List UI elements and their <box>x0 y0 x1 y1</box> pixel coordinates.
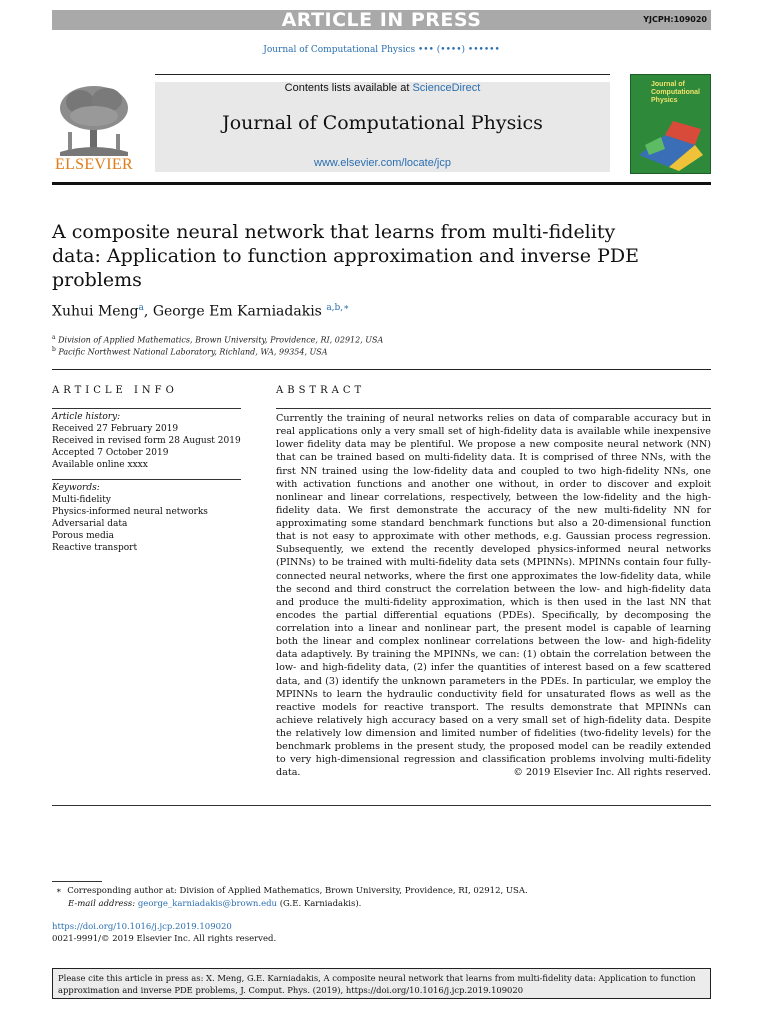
corresponding-author-note <box>56 886 528 896</box>
keyword-item: Reactive transport <box>52 543 138 553</box>
keyword-item: Multi-fidelity <box>52 495 111 505</box>
keyword-item: Adversarial data <box>52 519 128 529</box>
keyword-item: Porous media <box>52 531 114 541</box>
contents-prefix: Contents lists available at <box>284 82 413 94</box>
abstract-copyright: © 2019 Elsevier Inc. All rights reserved. <box>513 767 711 778</box>
article-info-rule <box>52 479 241 480</box>
affiliation-mark[interactable]: a <box>138 303 144 313</box>
cover-title-line: Physics <box>651 97 678 104</box>
issn-copyright: 0021-9991/© 2019 Elsevier Inc. All rights reserved. <box>52 934 277 944</box>
paper-title-line: data: Application to function approximation and inverse PDE <box>52 245 639 267</box>
history-item: Available online xxxx <box>52 460 148 470</box>
keywords-label: Keywords: <box>52 483 100 493</box>
affiliation-text: Division of Applied Mathematics, Brown University, Providence, RI, 02912, USA <box>58 335 384 345</box>
elsevier-tree-logo-icon <box>52 82 136 158</box>
cover-title <box>651 81 709 105</box>
sciencedirect-link[interactable]: ScienceDirect <box>412 82 481 94</box>
elsevier-logo-text: ELSEVIER <box>55 156 133 173</box>
history-label: Article history: <box>52 412 121 422</box>
history-item: Received 27 February 2019 <box>52 424 179 434</box>
article-info-heading: ARTICLE INFO <box>52 385 178 396</box>
email-label: E-mail address: <box>68 899 136 909</box>
journal-url-link[interactable]: www.elsevier.com/locate/jcp <box>314 157 451 169</box>
section-rule <box>52 369 711 370</box>
cover-artwork-icon <box>635 115 707 171</box>
abstract-text: Currently the training of neural networks relies on data of comparable accuracy but in real applications only a very small set of high-fidelity data is available while inexpensive lower fidelity data may be plentiful. We propose a new composite neural network (NN) that can be trained based on multi-fidelity data. It is comprised of three NNs, with the first NN trained using the low-fidelity data and coupled to two high-fidelity NNs, one with activation functions and another one without, in order to discover and exploit nonlinear and linear correlations, respectively, between the low-fidelity and the high-fidelity data. We first demonstrate the accuracy of the new multi-fidelity NN for approximating some standard benchmark functions but also a 20-dimensional function that is not easy to approximate with other methods, e.g. Gaussian process regression. Subsequently, we extend the recently developed physics-informed neural networks (PINNs) to be trained with multi-fidelity data sets (MPINNs). MPINNs contain four fully-connected neural networks, where the first one approximates the low-fidelity data, while the second and third construct the correlation between the low- and high-fidelity data and produce the multi-fidelity approximation, which is then used in the last NN that encodes the partial differential equations (PDEs). Specifically, by decomposing the correlation into a linear and nonlinear part, the present model is capable of learning both the linear and complex nonlinear correlations between the low- and high-fidelity data adaptively. By training the MPINNs, we can: (1) obtain the correlation between the low- and high-fidelity data, (2) infer the quantities of interest based on a few scattered data, and (3) identify the unknown parameters in the PDEs. In particular, we employ the MPINNs to learn the hydraulic conductivity field for unsaturated flows as well as the reactive models for reactive transport. The results demonstrate that MPINNs can achieve relatively high accuracy based on a very small set of high-fidelity data. Despite the relatively low dimension and limited number of fidelities (two-fidelity levels) for the benchmark problems in the present study, the proposed model can be readily extended to very high-dimensional regression and classification problems involving multi-fidelity data. <box>276 413 711 779</box>
article-info-rule <box>52 408 241 409</box>
keyword-item: Physics-informed neural networks <box>52 507 208 517</box>
article-in-press-label: ARTICLE IN PRESS <box>281 9 482 31</box>
cover-title-line: Journal of <box>651 81 685 88</box>
affiliation-text: Pacific Northwest National Laboratory, Richland, WA, 99354, USA <box>58 347 328 357</box>
abstract-rule <box>276 408 711 409</box>
header-rule <box>155 74 610 75</box>
abstract-heading: ABSTRACT <box>276 385 366 396</box>
paper-title-line: A composite neural network that learns from multi-fidelity <box>52 221 616 243</box>
affiliation <box>52 346 328 357</box>
cover-title-line: Computational <box>651 89 700 96</box>
affiliation <box>52 334 383 345</box>
journal-cover-image[interactable] <box>630 74 711 174</box>
citation-line: approximation and inverse PDE problems, J. Comput. Phys. (2019), https://doi.org/10.1016/j.jcp.2019.109020 <box>58 985 524 995</box>
email-suffix: (G.E. Karniadakis). <box>277 899 362 909</box>
contents-availability <box>155 82 610 94</box>
history-item: Received in revised form 28 August 2019 <box>52 436 241 446</box>
header-thick-rule <box>52 182 711 185</box>
email-link[interactable]: george_karniadakis@brown.edu <box>137 899 278 909</box>
keywords-list <box>52 482 208 554</box>
author-name[interactable]: George Em Karniadakis <box>152 303 322 320</box>
author-separator: , <box>143 303 153 320</box>
paper-title <box>52 220 652 292</box>
citation-line: Please cite this article in press as: X. Meng, G.E. Karniadakis, A composite neural network that learns from multi-fidelity data: Application to function <box>58 973 696 983</box>
corresponding-author-text: Corresponding author at: Division of Applied Mathematics, Brown University, Providence, RI, 02912, USA. <box>67 886 528 896</box>
footnote-rule <box>52 881 102 882</box>
author-list <box>52 303 349 320</box>
paper-title-line: problems <box>52 269 142 291</box>
article-history <box>52 411 241 471</box>
journal-reference-link[interactable]: Journal of Computational Physics ••• (••••) •••••• <box>263 45 500 55</box>
journal-title: Journal of Computational Physics <box>222 112 543 134</box>
affiliation-mark[interactable]: a,b,∗ <box>326 303 350 313</box>
abstract-end-rule <box>52 805 711 806</box>
citation-box <box>52 968 711 999</box>
affiliation-label: a <box>52 334 56 341</box>
doi-link[interactable]: https://doi.org/10.1016/j.jcp.2019.109020 <box>52 922 232 932</box>
article-in-press-banner <box>52 10 711 30</box>
footnote-mark: ∗ <box>56 886 62 896</box>
history-item: Accepted 7 October 2019 <box>52 448 169 458</box>
article-code: YJCPH:109020 <box>643 15 707 24</box>
email-note <box>68 899 361 909</box>
author-name[interactable]: Xuhui Meng <box>52 303 139 320</box>
affiliation-label: b <box>52 346 56 353</box>
